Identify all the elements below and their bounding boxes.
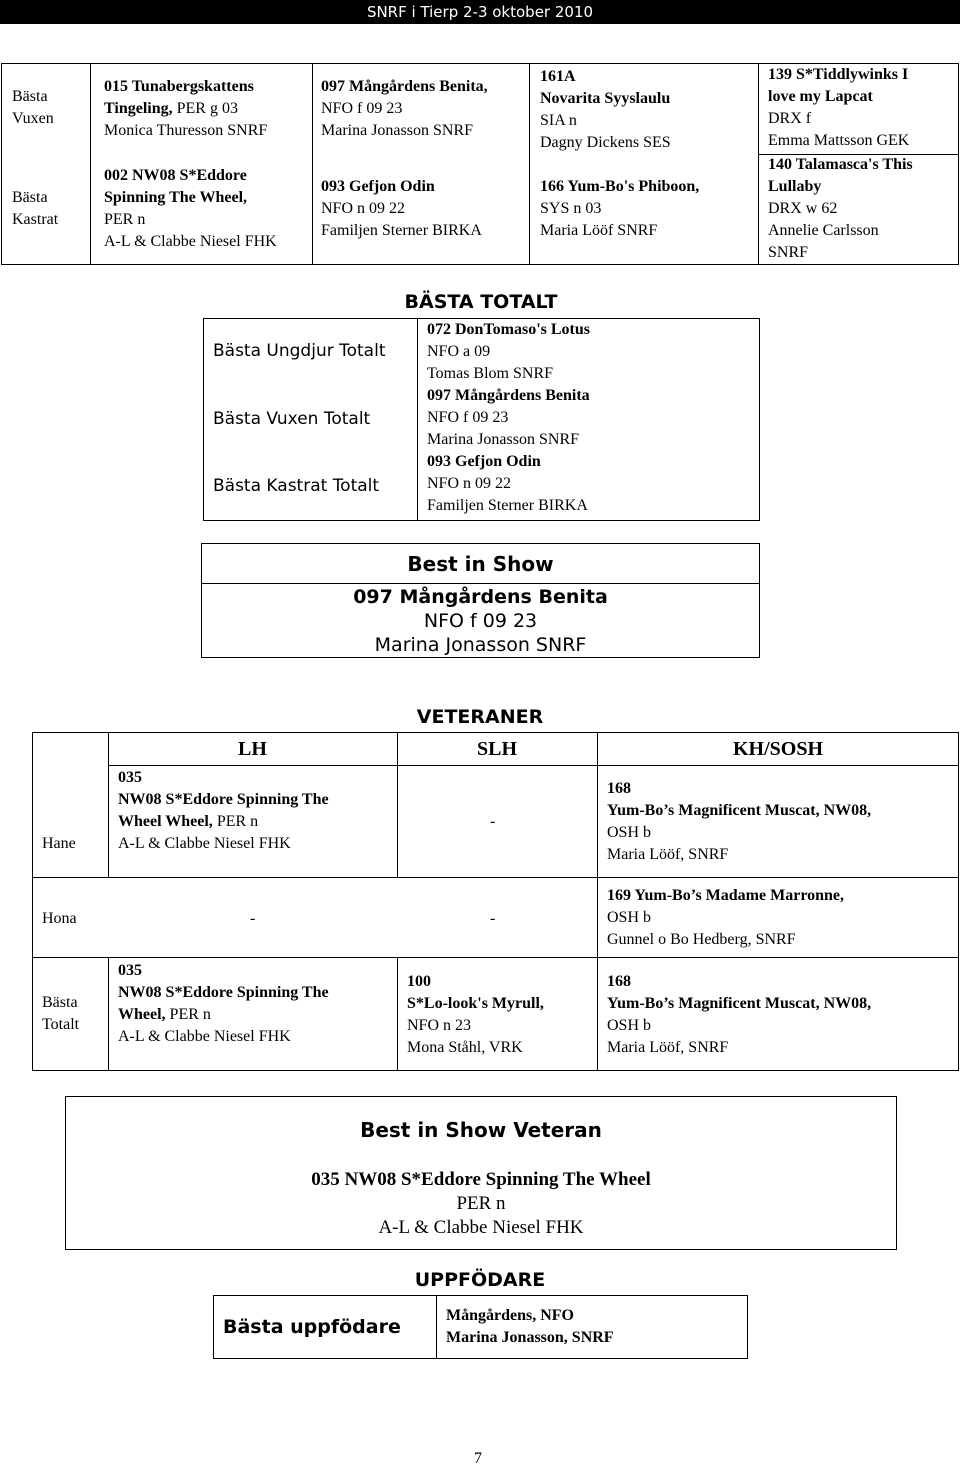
top-kastrat-cell-3: 166 Yum-Bo's Phiboon, SYS n 03 Maria Lööf SNRF — [540, 178, 700, 239]
veteraner-row-label-basta-totalt: Bästa Totalt — [42, 994, 80, 1033]
veteraner-row-label-hona: Hona — [42, 910, 77, 927]
uppfodare-title: UPPFÖDARE — [414, 1269, 546, 1291]
top-vuxen-cell-2: 097 Mångårdens Benita, NFO f 09 23 Marina Jonasson SNRF — [321, 78, 488, 139]
veteraner-hane-kh: 168 Yum-Bo’s Magnificent Muscat, NW08, OSH b Maria Lööf, SNRF — [607, 780, 872, 863]
top-kastrat-cell-2: 093 Gefjon Odin NFO n 09 22 Familjen Sterner BIRKA — [321, 178, 482, 239]
uppfodare-label: Bästa uppfödare — [223, 1316, 401, 1338]
veteraner-title: VETERANER — [416, 706, 544, 728]
page-header — [0, 0, 960, 24]
bis-veteran-title: Best in Show Veteran — [360, 1118, 602, 1142]
best-in-show-winner: 097 Mångårdens Benita NFO f 09 23 Marina Jonasson SNRF — [353, 586, 608, 656]
page-number: 7 — [474, 1450, 482, 1467]
basta-totalt-entries: 072 DonTomaso's Lotus NFO a 09 Tomas Blom SNRF 097 Mångårdens Benita NFO f 09 23 Marina Jonasson SNRF 093 Gefjon Odin NFO n 09 22 Familjen Sterner BIRKA — [427, 321, 591, 514]
veteraner-row-label-hane: Hane — [42, 835, 76, 852]
header-title: SNRF i Tierp 2-3 oktober 2010 — [366, 3, 594, 21]
veteraner-hona-kh: 169 Yum-Bo’s Madame Marronne, OSH b Gunnel o Bo Hedberg, SNRF — [607, 887, 845, 948]
veteraner-hona-lh: - — [250, 910, 256, 927]
veteraner-basta-slh: 100 S*Lo-look's Myrull, NFO n 23 Mona Ståhl, VRK — [407, 973, 544, 1056]
top-vuxen-cell-3: 161A Novarita Syyslaulu SIA n Dagny Dickens SES — [540, 68, 671, 151]
bis-veteran-winner: 035 NW08 S*Eddore Spinning The Wheel PER n A-L & Clabbe Niesel FHK — [311, 1169, 651, 1238]
top-kastrat-cell-1: 002 NW08 S*Eddore Spinning The Wheel, PER n A-L & Clabbe Niesel FHK — [104, 167, 277, 250]
uppfodare-winner: Mångårdens, NFO Marina Jonasson, SNRF — [446, 1307, 614, 1346]
top-row-label-vuxen: Bästa Vuxen — [12, 88, 54, 127]
veteraner-hane-lh: 035 NW08 S*Eddore Spinning The Wheel Wheel, PER n A-L & Clabbe Niesel FHK — [118, 769, 329, 852]
basta-totalt-label-vuxen: Bästa Vuxen Totalt — [213, 409, 371, 429]
veteraner-hona-slh: - — [490, 910, 496, 927]
basta-totalt-label-kastrat: Bästa Kastrat Totalt — [213, 476, 380, 496]
top-vuxen-cell-1: 015 Tunabergskattens Tingeling, PER g 03 Monica Thuresson SNRF — [104, 78, 268, 139]
top-row-label-kastrat: Bästa Kastrat — [12, 189, 59, 228]
veteraner-col-lh: LH — [238, 738, 267, 760]
veteraner-basta-kh: 168 Yum-Bo’s Magnificent Muscat, NW08, OSH b Maria Lööf, SNRF — [607, 973, 872, 1056]
veteraner-col-slh: SLH — [476, 738, 518, 760]
veteraner-hane-slh: - — [490, 813, 496, 830]
top-vuxen-cell-4: 139 S*Tiddlywinks I love my Lapcat DRX f Emma Mattsson GEK — [768, 66, 910, 149]
basta-totalt-title: BÄSTA TOTALT — [404, 291, 558, 313]
best-in-show-title: Best in Show — [407, 552, 554, 576]
veteraner-basta-lh: 035 NW08 S*Eddore Spinning The Wheel, PER n A-L & Clabbe Niesel FHK — [118, 962, 329, 1045]
veteraner-col-kh: KH/SOSH — [732, 738, 824, 760]
top-kastrat-cell-4: 140 Talamasca's This Lullaby DRX w 62 Annelie Carlsson SNRF — [768, 156, 913, 261]
basta-totalt-label-ungdjur: Bästa Ungdjur Totalt — [213, 341, 386, 361]
